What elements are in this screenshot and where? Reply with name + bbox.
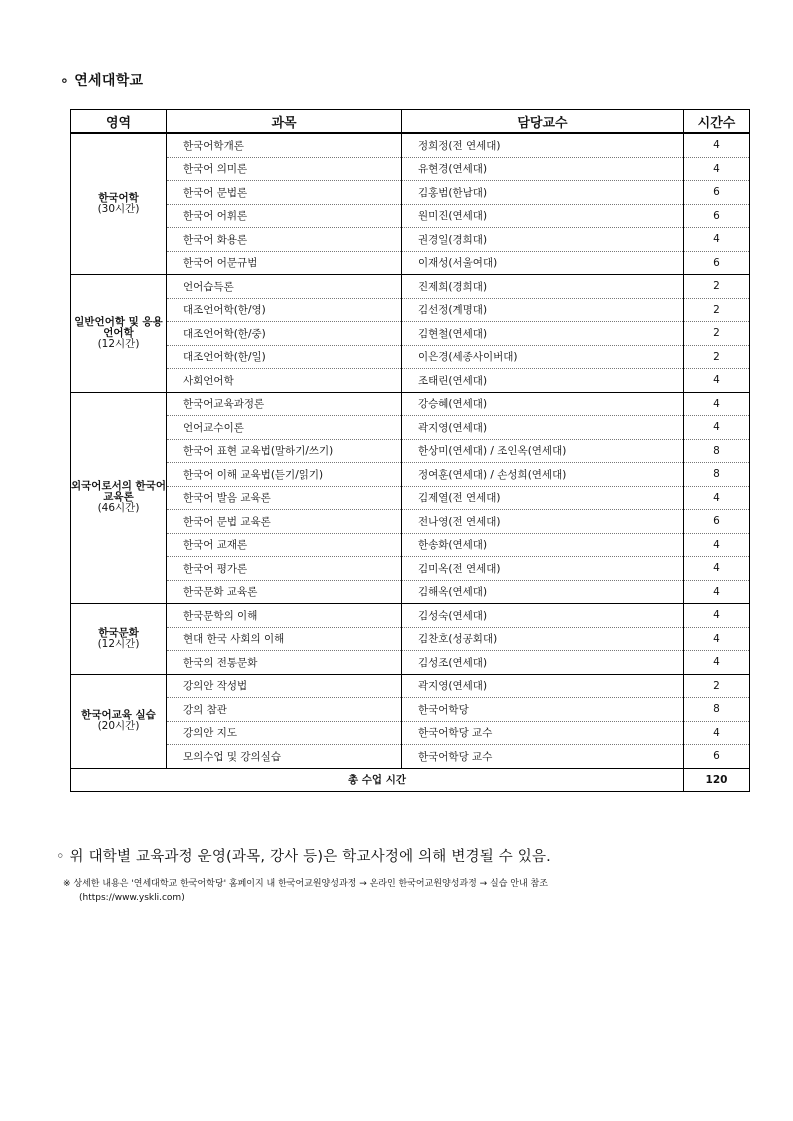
table-row — [71, 580, 750, 604]
table-row — [71, 510, 750, 534]
table-body — [71, 133, 750, 768]
area-cell — [71, 275, 167, 393]
area-name: 한국어교육 실습 — [81, 709, 156, 721]
professor-cell: 김선정(계명대) — [402, 298, 684, 322]
professor-cell: 김성숙(연세대) — [402, 604, 684, 628]
hours-cell: 4 — [684, 627, 750, 651]
hours-cell: 4 — [684, 604, 750, 628]
subject-cell: 한국어 의미론 — [167, 157, 402, 181]
table-row — [71, 275, 750, 299]
area-cell — [71, 674, 167, 768]
hours-cell: 4 — [684, 721, 750, 745]
table-row — [71, 651, 750, 675]
area-name: 한국문화 — [98, 626, 139, 639]
subject-cell: 한국어 어휘론 — [167, 204, 402, 228]
professor-cell: 김제열(전 연세대) — [402, 486, 684, 510]
footnote-text: ※ 상세한 내용은 '연세대학교 한국어학당' 홈페이지 내 한국어교원양성과정 → 온라인 한국어교원양성과정 → 실습 안내 참조 — [63, 879, 548, 889]
area-hours: (12시간) — [97, 337, 140, 350]
professor-cell: 정희정(전 연세대) — [402, 133, 684, 157]
header-professor: 담당교수 — [402, 110, 684, 134]
hours-cell: 2 — [684, 674, 750, 698]
professor-cell: 김찬호(성공회대) — [402, 627, 684, 651]
subject-cell: 강의안 작성법 — [167, 674, 402, 698]
subject-cell: 강의 참관 — [167, 698, 402, 722]
subject-cell: 한국의 전통문화 — [167, 651, 402, 675]
table-row — [71, 604, 750, 628]
curriculum-table — [70, 109, 750, 792]
subject-cell: 언어습득론 — [167, 275, 402, 299]
footnote-url: (https://www.yskli.com) — [79, 893, 185, 903]
table-row — [71, 557, 750, 581]
total-hours: 120 — [684, 768, 750, 791]
hours-cell: 4 — [684, 533, 750, 557]
area-name: 일반언어학 및 응용언어학 — [74, 315, 163, 339]
professor-cell: 김성조(연세대) — [402, 651, 684, 675]
hours-cell: 6 — [684, 204, 750, 228]
professor-cell: 정여훈(연세대) / 손성희(연세대) — [402, 463, 684, 487]
professor-cell: 진제희(경희대) — [402, 275, 684, 299]
professor-cell: 강승혜(연세대) — [402, 392, 684, 416]
hours-cell: 6 — [684, 181, 750, 205]
subject-cell: 모의수업 및 강의실습 — [167, 745, 402, 769]
total-label: 총 수업 시간 — [71, 768, 684, 791]
professor-cell: 한상미(연세대) / 조인옥(연세대) — [402, 439, 684, 463]
subject-cell: 한국어 표현 교육법(말하기/쓰기) — [167, 439, 402, 463]
professor-cell: 전나영(전 연세대) — [402, 510, 684, 534]
professor-cell: 이은경(세종사이버대) — [402, 345, 684, 369]
area-name: 한국어학 — [98, 192, 139, 204]
subject-cell: 한국문화 교육론 — [167, 580, 402, 604]
subject-cell: 현대 한국 사회의 이해 — [167, 627, 402, 651]
professor-cell: 한국어학당 교수 — [402, 745, 684, 769]
hours-cell: 6 — [684, 251, 750, 275]
subject-cell: 한국어 평가론 — [167, 557, 402, 581]
subject-cell: 대조언어학(한/영) — [167, 298, 402, 322]
professor-cell: 김홍범(한남대) — [402, 181, 684, 205]
hours-cell: 2 — [684, 345, 750, 369]
area-cell — [71, 604, 167, 675]
subject-cell: 한국어 이해 교육법(듣기/읽기) — [167, 463, 402, 487]
total-row — [71, 768, 750, 791]
subject-cell: 한국문학의 이해 — [167, 604, 402, 628]
change-notice: ◦ 위 대학별 교육과정 운영(과목, 강사 등)은 학교사정에 의해 변경될 수 있음. — [56, 849, 551, 865]
professor-cell: 한송화(연세대) — [402, 533, 684, 557]
professor-cell: 김미옥(전 연세대) — [402, 557, 684, 581]
professor-cell: 곽지영(연세대) — [402, 416, 684, 440]
subject-cell: 한국어 화용론 — [167, 228, 402, 252]
hours-cell: 2 — [684, 298, 750, 322]
professor-cell: 원미진(연세대) — [402, 204, 684, 228]
table-row — [71, 157, 750, 181]
professor-cell: 김해옥(연세대) — [402, 580, 684, 604]
professor-cell: 이재성(서울여대) — [402, 251, 684, 275]
table-row — [71, 721, 750, 745]
table-row — [71, 533, 750, 557]
header-hours: 시간수 — [684, 110, 750, 134]
professor-cell: 김현철(연세대) — [402, 322, 684, 346]
table-row — [71, 181, 750, 205]
table-row — [71, 439, 750, 463]
professor-cell: 한국어학당 — [402, 698, 684, 722]
hours-cell: 6 — [684, 510, 750, 534]
table-row — [71, 345, 750, 369]
hours-cell: 6 — [684, 745, 750, 769]
page-title: ∘ 연세대학교 — [60, 73, 144, 89]
subject-cell: 대조언어학(한/중) — [167, 322, 402, 346]
table-row — [71, 674, 750, 698]
subject-cell: 언어교수이론 — [167, 416, 402, 440]
footnote — [63, 877, 763, 905]
table-row — [71, 133, 750, 157]
table-row — [71, 463, 750, 487]
subject-cell: 사회언어학 — [167, 369, 402, 393]
area-cell — [71, 392, 167, 604]
header-subject: 과목 — [167, 110, 402, 134]
professor-cell: 한국어학당 교수 — [402, 721, 684, 745]
hours-cell: 4 — [684, 133, 750, 157]
hours-cell: 4 — [684, 651, 750, 675]
hours-cell: 4 — [684, 557, 750, 581]
table-row — [71, 204, 750, 228]
hours-cell: 2 — [684, 322, 750, 346]
hours-cell: 8 — [684, 463, 750, 487]
table-row — [71, 322, 750, 346]
table-row — [71, 228, 750, 252]
hours-cell: 2 — [684, 275, 750, 299]
professor-cell: 권경일(경희대) — [402, 228, 684, 252]
area-hours: (30시간) — [97, 203, 140, 215]
subject-cell: 한국어학개론 — [167, 133, 402, 157]
hours-cell: 8 — [684, 698, 750, 722]
subject-cell: 한국어 문법론 — [167, 181, 402, 205]
hours-cell: 4 — [684, 486, 750, 510]
table-row — [71, 745, 750, 769]
header-area: 영역 — [71, 110, 167, 134]
hours-cell: 8 — [684, 439, 750, 463]
subject-cell: 대조언어학(한/일) — [167, 345, 402, 369]
table-row — [71, 416, 750, 440]
area-hours: (12시간) — [97, 637, 140, 650]
hours-cell: 4 — [684, 228, 750, 252]
area-hours: (46시간) — [97, 502, 140, 515]
area-name: 외국어로서의 한국어교육론 — [71, 480, 166, 504]
hours-cell: 4 — [684, 392, 750, 416]
area-hours: (20시간) — [97, 720, 140, 732]
subject-cell: 한국어교육과정론 — [167, 392, 402, 416]
table-row — [71, 698, 750, 722]
subject-cell: 강의안 지도 — [167, 721, 402, 745]
table-row — [71, 298, 750, 322]
hours-cell: 4 — [684, 157, 750, 181]
hours-cell: 4 — [684, 369, 750, 393]
table-row — [71, 392, 750, 416]
table-row — [71, 486, 750, 510]
table-row — [71, 251, 750, 275]
hours-cell: 4 — [684, 580, 750, 604]
hours-cell: 4 — [684, 416, 750, 440]
subject-cell: 한국어 발음 교육론 — [167, 486, 402, 510]
area-cell — [71, 133, 167, 275]
table-row — [71, 369, 750, 393]
subject-cell: 한국어 교재론 — [167, 533, 402, 557]
professor-cell: 조태린(연세대) — [402, 369, 684, 393]
professor-cell: 유현경(연세대) — [402, 157, 684, 181]
professor-cell: 곽지영(연세대) — [402, 674, 684, 698]
subject-cell: 한국어 문법 교육론 — [167, 510, 402, 534]
subject-cell: 한국어 어문규범 — [167, 251, 402, 275]
table-header-row — [71, 110, 750, 134]
table-row — [71, 627, 750, 651]
